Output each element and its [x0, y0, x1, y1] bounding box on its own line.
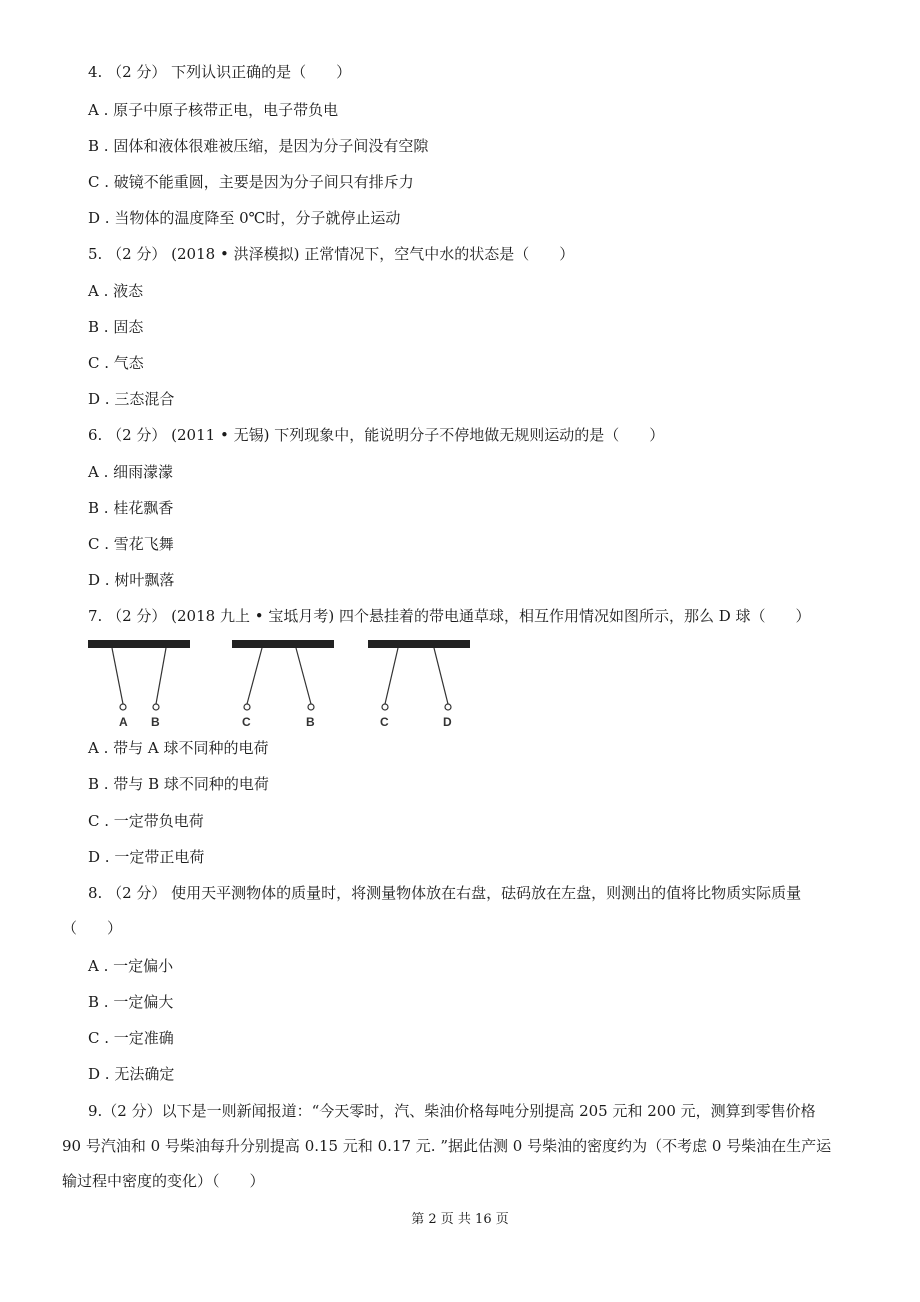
thread-b2 [296, 648, 311, 704]
thread-c1 [247, 648, 262, 704]
ball-b2 [308, 704, 314, 710]
question-5-option-c: C . 气态 [88, 354, 144, 372]
ball-c2 [382, 704, 388, 710]
ball-b [153, 704, 159, 710]
question-8-stem-cont: （ ） [62, 919, 123, 937]
question-4-stem: 4. （2 分） 下列认识正确的是（ ） [88, 63, 352, 81]
question-6-stem: 6. （2 分） (2011 • 无锡) 下列现象中，能说明分子不停地做无规则运动的是（ ） [88, 426, 665, 444]
question-4-option-a: A . 原子中原子核带正电，电子带负电 [88, 101, 339, 119]
question-6-option-a: A . 细雨濛濛 [88, 463, 174, 481]
question-6-option-b: B . 桂花飘香 [88, 499, 174, 517]
question-5-stem: 5. （2 分） (2018 • 洪泽模拟) 正常情况下，空气中水的状态是（ ） [88, 245, 575, 263]
ball-c1 [244, 704, 250, 710]
question-7-option-a: A . 带与 A 球不同种的电荷 [88, 739, 269, 757]
ball-a [120, 704, 126, 710]
thread-a [112, 648, 123, 704]
pith-ball-figure [86, 636, 476, 732]
ball-d [445, 704, 451, 710]
question-4-option-d: D . 当物体的温度降至 0℃时，分子就停止运动 [88, 209, 401, 227]
question-6-option-d: D . 树叶飘落 [88, 571, 175, 589]
question-8-option-d: D . 无法确定 [88, 1065, 175, 1083]
question-8-stem: 8. （2 分） 使用天平测物体的质量时，将测量物体放在右盘，砝码放在左盘，则测出的值将比物质实际质量 [88, 884, 802, 902]
label-c2: C [380, 715, 389, 729]
question-5-option-b: B . 固态 [88, 318, 144, 336]
question-9-stem-cont2: 输过程中密度的变化）（ ） [62, 1172, 265, 1190]
question-7-option-d: D . 一定带正电荷 [88, 848, 205, 866]
question-7-option-b: B . 带与 B 球不同种的电荷 [88, 775, 269, 793]
question-8-option-a: A . 一定偏小 [88, 957, 174, 975]
question-5-option-a: A . 液态 [88, 282, 144, 300]
support-bar-1 [88, 640, 190, 648]
question-8-option-b: B . 一定偏大 [88, 993, 174, 1011]
page-footer: 第 2 页 共 16 页 [411, 1212, 509, 1227]
question-4-option-b: B . 固体和液体很难被压缩，是因为分子间没有空隙 [88, 137, 429, 155]
thread-b [156, 648, 166, 704]
question-6-option-c: C . 雪花飞舞 [88, 535, 174, 553]
question-7-option-c: C . 一定带负电荷 [88, 812, 204, 830]
question-7-stem: 7. （2 分） (2018 九上 • 宝坻月考) 四个悬挂着的带电通草球，相互作用情况如图所示，那么 D 球（ ） [88, 607, 811, 625]
label-c1: C [242, 715, 251, 729]
support-bar-3 [368, 640, 470, 648]
question-4-option-c: C . 破镜不能重圆，主要是因为分子间只有排斥力 [88, 173, 414, 191]
question-9-stem-cont: 90 号汽油和 0 号柴油每升分别提高 0.15 元和 0.17 元. ”据此估测 0 号柴油的密度约为（不考虑 0 号柴油在生产运 [62, 1137, 832, 1155]
label-d: D [443, 715, 452, 729]
question-9-stem: 9.（2 分）以下是一则新闻报道：“今天零时，汽、柴油价格每吨分别提高 205 元和 200 元，测算到零售价格 [88, 1102, 816, 1120]
label-a: A [119, 715, 128, 729]
label-b: B [151, 715, 160, 729]
thread-c2 [385, 648, 398, 704]
question-5-option-d: D . 三态混合 [88, 390, 175, 408]
label-b2: B [306, 715, 315, 729]
thread-d [434, 648, 448, 704]
question-8-option-c: C . 一定准确 [88, 1029, 174, 1047]
support-bar-2 [232, 640, 334, 648]
